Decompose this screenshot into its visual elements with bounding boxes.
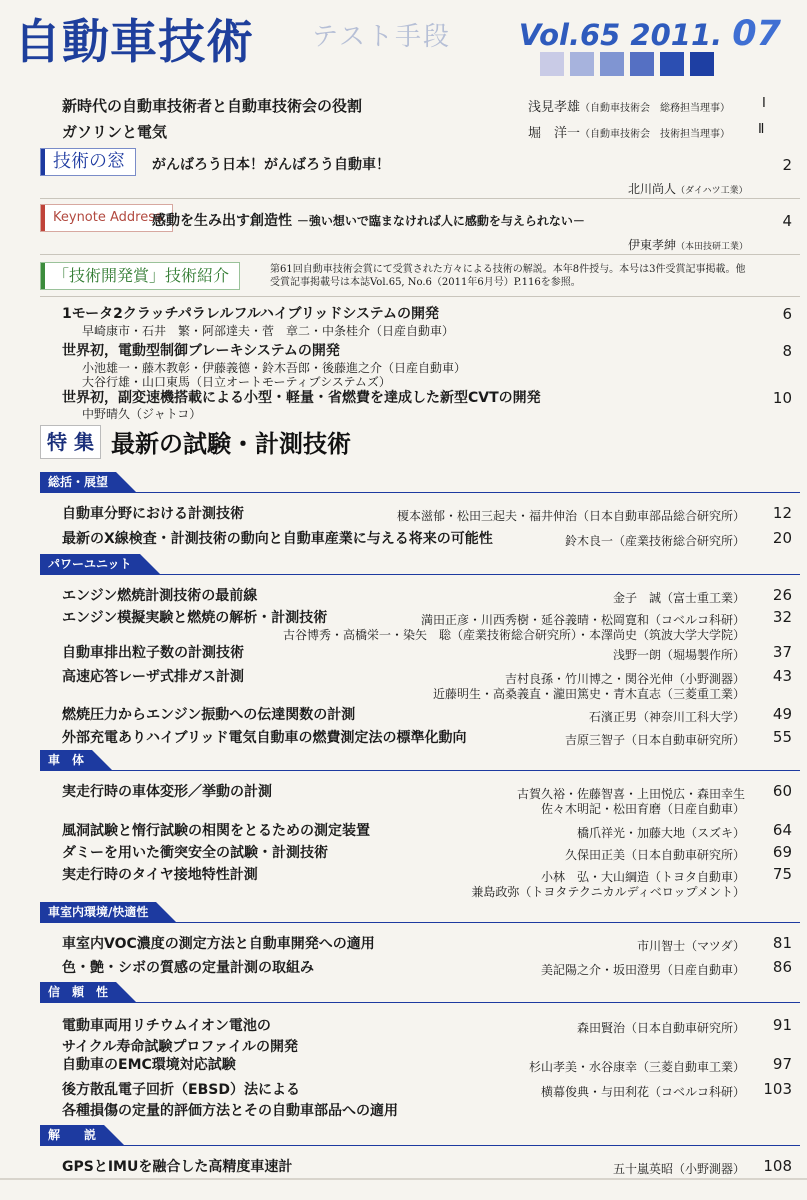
article-title[interactable]: 自動車のEMC環境対応試験 — [62, 1057, 236, 1073]
article-authors: 市川智士（マツダ） — [637, 939, 745, 953]
article-page: 26 — [772, 586, 792, 604]
keynote-page: 4 — [782, 212, 792, 230]
volume-text: Vol.65 2011. — [518, 18, 723, 52]
keynote-subtitle: －強い想いで臨まなければ人に感動を与えられない－ — [296, 214, 585, 228]
feature-title: 最新の試験・計測技術 — [110, 430, 351, 458]
square-6 — [690, 52, 714, 76]
author-affiliation: （自動車技術会 総務担当理事） — [580, 103, 731, 114]
magazine-title: 自動車技術 — [14, 15, 254, 70]
square-1 — [540, 52, 564, 76]
article-title[interactable]: 後方散乱電子回折（EBSD）法による — [62, 1082, 300, 1098]
square-5 — [660, 52, 684, 76]
award-item-authors: 大谷行雄・山口東馬（日立オートモーティブシステムズ） — [82, 375, 391, 389]
article-authors: 榎本滋郁・松田三起夫・福井伸治（日本自動車部品総合研究所） — [396, 509, 745, 523]
article-authors: 美記陽之介・坂田澄男（日産自動車） — [540, 963, 745, 977]
article-page: 97 — [772, 1055, 792, 1073]
article-authors: 鈴木良一（産業技術総合研究所） — [564, 534, 745, 548]
top-article-author — [528, 122, 730, 141]
article-title[interactable]: GPSとIMUを融合した高精度車速計 — [62, 1159, 293, 1175]
award-item-title[interactable]: 世界初，副変速機搭載による小型・軽量・省燃費を達成した新型CVTの開発 — [62, 390, 541, 406]
article-page: 91 — [772, 1016, 792, 1034]
keynote-author — [628, 236, 748, 253]
article-title[interactable]: サイクル寿命試験プロファイルの開発 — [62, 1039, 299, 1055]
square-3 — [600, 52, 624, 76]
author-affiliation: （自動車技術会 技術担当理事） — [580, 129, 731, 140]
author-affiliation: （ダイハツ工業） — [676, 186, 748, 196]
square-4 — [630, 52, 654, 76]
mado-title[interactable]: がんばろう日本！がんばろう自動車！ — [152, 157, 390, 173]
top-article-page: Ⅰ — [762, 96, 766, 111]
award-item-page: 10 — [772, 389, 792, 407]
article-authors: 五十嵐英昭（小野測器） — [612, 1162, 745, 1176]
article-title[interactable]: 電動車両用リチウムイオン電池の — [62, 1018, 271, 1034]
article-authors: 近藤明生・高桑義直・瀧田篤史・青木直志（三菱重工業） — [432, 687, 745, 701]
author-name: 伊東孝紳 — [628, 238, 677, 252]
category-line — [40, 1002, 800, 1003]
article-page: 64 — [772, 821, 792, 839]
article-authors: 兼島政弥（トヨタテクニカルディベロップメント） — [471, 885, 745, 899]
article-title[interactable]: 車室内VOC濃度の測定方法と自動車開発への適用 — [62, 936, 375, 952]
article-page: 49 — [772, 705, 792, 723]
award-item-authors: 中野晴久（ジャトコ） — [82, 407, 202, 421]
award-item-page: 8 — [782, 342, 792, 360]
article-title[interactable]: 自動車排出粒子数の計測技術 — [62, 645, 244, 661]
page-bottom-line — [0, 1178, 807, 1180]
article-authors: 杉山孝美・水谷康幸（三菱自動車工業） — [528, 1060, 745, 1074]
author-name: 堀 洋一 — [528, 126, 581, 141]
article-title[interactable]: 外部充電ありハイブリッド電気自動車の燃費測定法の標準化動向 — [62, 730, 467, 746]
category-line — [40, 922, 800, 923]
category-header: 総括・展望 — [40, 472, 116, 492]
keynote-main-title: 感動を生み出す創造性 — [152, 213, 292, 229]
category-header: 車室内環境/快適性 — [40, 902, 156, 922]
feature-header — [40, 424, 351, 459]
author-name: 北川尚人 — [628, 182, 677, 196]
award-note: 第61回自動車技術会賞にて受賞された方々による技術の解説。本年8件授与。本号は3件受賞記事掲載。他受賞記事掲載号は本誌Vol.65, No.6（2011年6月号）P.116を参照。 — [270, 264, 746, 288]
keynote-label: Keynote Address — [53, 210, 162, 225]
article-authors: 森田賢治（日本自動車研究所） — [576, 1021, 745, 1035]
article-title[interactable]: 自動車分野における計測技術 — [62, 506, 244, 522]
article-title[interactable]: 実走行時のタイヤ接地特性計測 — [62, 867, 258, 883]
mado-label-box — [40, 148, 136, 176]
article-authors: 佐々木明記・松田育磨（日産自動車） — [540, 802, 745, 816]
divider — [40, 254, 800, 255]
article-authors: 満田正彦・川西秀樹・延谷義晴・松岡寛和（コベルコ科研） — [420, 613, 745, 627]
masthead-ghost-text: テスト手段 — [312, 22, 451, 52]
article-page: 32 — [772, 608, 792, 626]
category-header: 解 説 — [40, 1125, 104, 1145]
issue-number: 07 — [732, 14, 781, 54]
article-title[interactable]: 各種損傷の定量的評価方法とその自動車部品への適用 — [62, 1103, 398, 1119]
article-page: 86 — [772, 958, 792, 976]
article-authors: 石濱正男（神奈川工科大学） — [588, 710, 745, 724]
article-title[interactable]: 色・艶・シボの質感の定量計測の取組み — [62, 960, 314, 976]
category-header: パワーユニット — [40, 554, 140, 574]
category-header: 車 体 — [40, 750, 92, 770]
author-affiliation: （本田技研工業） — [676, 242, 749, 252]
volume-label — [519, 14, 781, 54]
article-authors: 古賀久裕・佐藤智喜・上田悦広・森田幸生 — [516, 787, 745, 801]
award-item-title[interactable]: 世界初，電動型制御ブレーキシステムの開発 — [62, 343, 340, 359]
article-authors: 橋爪祥光・加藤大地（スズキ） — [576, 826, 745, 840]
article-page: 20 — [772, 529, 792, 547]
article-authors: 吉村良孫・竹川博之・関谷光伸（小野測器） — [504, 672, 745, 686]
article-authors: 小林 弘・大山綱造（トヨタ自動車） — [540, 870, 745, 884]
article-title[interactable]: 風洞試験と惰行試験の相関をとるための測定装置 — [62, 823, 370, 839]
top-article-page: Ⅱ — [758, 122, 765, 137]
top-article-title[interactable]: 新時代の自動車技術者と自動車技術会の役割 — [62, 97, 363, 115]
article-page: 12 — [772, 504, 792, 522]
article-authors: 古谷博秀・高橋栄一・染矢 聡（産業技術総合研究所）・本澤尚史（筑波大学大学院） — [282, 628, 745, 642]
award-item-page: 6 — [782, 305, 792, 323]
award-label: 「技術開発賞」技術紹介 — [53, 266, 230, 285]
category-line — [40, 492, 800, 493]
article-authors: 久保田正美（日本自動車研究所） — [564, 848, 745, 862]
article-title[interactable]: エンジン模擬実験と燃焼の解析・計測技術 — [62, 610, 328, 626]
article-page: 43 — [772, 667, 792, 685]
category-header: 信 頼 性 — [40, 982, 116, 1002]
keynote-title[interactable] — [152, 210, 585, 230]
award-item-title[interactable]: 1モータ2クラッチパラレルフルハイブリッドシステムの開発 — [62, 306, 439, 322]
article-title[interactable]: 実走行時の車体変形／挙動の計測 — [62, 784, 272, 800]
article-page: 108 — [763, 1157, 792, 1175]
feature-label: 特 集 — [40, 425, 101, 459]
mado-label: 技術の窓 — [53, 151, 125, 172]
article-title[interactable]: 高速応答レーザ式排ガス計測 — [62, 669, 244, 685]
article-authors: 浅野一朗（堀場製作所） — [612, 648, 745, 662]
category-line — [40, 1145, 800, 1146]
divider — [40, 296, 800, 297]
divider — [40, 198, 800, 199]
article-page: 37 — [772, 643, 792, 661]
author-name: 浅見孝雄 — [528, 100, 581, 115]
article-authors: 吉原三智子（日本自動車研究所） — [564, 733, 745, 747]
award-item-authors: 小池雄一・藤木教彰・伊藤義德・鈴木吾郎・後藤進之介（日産自動車） — [82, 361, 467, 375]
decorative-squares — [540, 52, 714, 76]
top-article-author — [528, 96, 730, 115]
article-page: 69 — [772, 843, 792, 861]
mado-author — [628, 180, 748, 197]
article-page: 81 — [772, 934, 792, 952]
square-2 — [570, 52, 594, 76]
article-title[interactable]: 最新のX線検査・計測技術の動向と自動車産業に与える将来の可能性 — [62, 531, 493, 547]
article-page: 55 — [772, 728, 792, 746]
category-line — [40, 770, 800, 771]
mado-page: 2 — [782, 156, 792, 174]
article-page: 60 — [772, 782, 792, 800]
article-page: 75 — [772, 865, 792, 883]
article-authors: 金子 誠（富士重工業） — [612, 591, 745, 605]
article-title[interactable]: 燃焼圧力からエンジン振動への伝達関数の計測 — [62, 707, 356, 723]
category-line — [40, 574, 800, 575]
article-page: 103 — [763, 1080, 792, 1098]
top-article-title[interactable]: ガソリンと電気 — [62, 123, 168, 141]
article-title[interactable]: エンジン燃焼計測技術の最前線 — [62, 588, 258, 604]
award-label-box — [40, 262, 240, 290]
article-title[interactable]: ダミーを用いた衝突安全の試験・計測技術 — [62, 845, 328, 861]
award-item-authors: 早崎康市・石井 繁・阿部達夫・菅 章二・中条桂介（日産自動車） — [82, 324, 455, 338]
article-authors: 横幕俊典・与田利花（コベルコ科研） — [540, 1085, 745, 1099]
